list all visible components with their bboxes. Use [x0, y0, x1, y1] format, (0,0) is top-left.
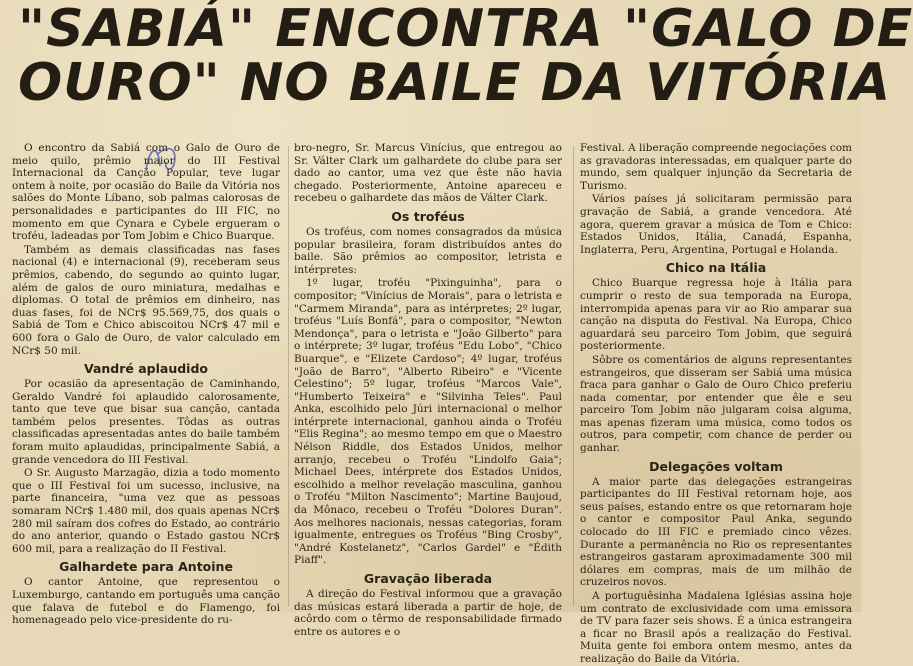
paragraph: Chico Buarque regressa hoje à Itália para cumprir o resto de sua temporada na Europa, interrompida apenas para vir ao Rio amparar sua canção na disputa do Festival. Na Europa, Chico aguardará seu parceiro Tom Jobim, que seguirá posteriormente. — [580, 277, 852, 353]
column-1 — [12, 142, 280, 627]
column-2 — [294, 142, 562, 638]
subheading-chico-italia: Chico na Itália — [665, 260, 767, 276]
paragraph: A maior parte das delegações estrangeiras participantes do III Festival retornam hoje, aos seus países, estando entre os que retornaram hoje o cantor e compositor Paul Anka, segundo colocado do III FIC e premiado cinco vêzes. Durante a permanência no Rio os representantes estrangeiros gastaram aproximadamente 300 mil dólares em compras, mais de um milhão de cruzeiros novos. — [580, 475, 852, 589]
paragraph: Os troféus, com nomes consagrados da música popular brasileira, foram distribuídos antes do baile. São prêmios ao compositor, letrista e intérpretes: — [294, 225, 562, 276]
headline — [18, 0, 913, 113]
ink-mark-icon — [138, 140, 198, 180]
article-body — [12, 142, 852, 665]
headline-line-1: "SABIÁ" ENCONTRA "GALO DE — [18, 0, 913, 59]
paragraph: Por ocasião da apresentação de Caminhando, Geraldo Vandré foi aplaudido calorosamente, tanto que teve que bisar sua canção, cantada também pelos presentes. Tôdas as outras classificadas apresentadas antes do baile também foram muito aplaudidas, principalmente Sabiá, a grande vencedora do III Festival. — [12, 378, 280, 466]
subheading-galhardete: Galhardete para Antoine — [59, 559, 233, 575]
paragraph: O Sr. Augusto Marzagão, dizia a todo momento que o III Festival foi um sucesso, inclusive, na parte financeira, "uma vez que as pessoas somaram NCr$ 1.480 mil, dos quais apenas NCr$ 280 mil saíram dos cofres do Estado, ao contrário do ano anterior, quando o Estado gastou NCr$ 600 mil, para a realização do II Festival. — [12, 467, 280, 555]
paragraph: O encontro da Sabiá com o Galo de Ouro de meio quilo, prêmio maior do III Festival Internacional da Canção Popular, teve lugar ontem à noite, por ocasião do Baile da Vitória nos salões do Monte Líbano, sob palmas calorosas de personalidades e participantes do III FIC, no momento em que Cynara e Cybele ergueram o troféu, ladeadas por Tom Jobim e Chico Buarque. — [12, 142, 280, 243]
paragraph: O cantor Antoine, que representou o Luxemburgo, cantando em português uma canção que falava de futebol e do Flamengo, foi homenageado pelo vice-presidente do ru- — [12, 576, 280, 627]
paragraph: bro-negro, Sr. Marcus Vinícius, que entregou ao Sr. Válter Clark um galhardete do clube para ser dado ao cantor, uma vez que êste não havia chegado. Posteriormente, Antoine apareceu e recebeu o galhardete das mãos de Válter Clark. — [294, 142, 562, 205]
subheading-trofeus: Os troféus — [391, 208, 465, 224]
paragraph: Também as demais classificadas nas fases nacional (4) e internacional (9), receberam seus prêmios, cabendo, do segundo ao quinto lugar, além de galos de ouro miniatura, medalhas e diplomas. O total de prêmios em dinheiro, nas duas fases, foi de NCr$ 95.569,75, dos quais o Sabiá de Tom e Chico abiscoitou NCr$ 47 mil e 600 fora o Galo de Ouro, de valor calculado em NCr$ 50 mil. — [12, 243, 280, 357]
paragraph: A direção do Festival informou que a gravação das músicas estará liberada a partir de hoje, de acôrdo com o têrmo de responsabilidade firmado entre os autores e o — [294, 588, 562, 638]
paragraph: Sôbre os comentários de alguns representantes estrangeiros, que disseram ser Sabiá uma música fraca para ganhar o Galo de Ouro Chico preferiu nada comentar, por entender que êle e seu parceiro Tom Jobim não julgaram coisa alguma, mas apenas fizeram uma música, como todos os outros, para competir, com chance de perder ou ganhar. — [580, 353, 852, 455]
column-3 — [580, 142, 852, 665]
subheading-delegacoes: Delegações voltam — [649, 458, 783, 474]
headline-line-2: OURO" NO BAILE DA VITÓRIA — [18, 53, 892, 113]
subheading-gravacao: Gravação liberada — [363, 571, 493, 586]
subheading-vandre: Vandré aplaudido — [83, 361, 209, 377]
paragraph: Vários países já solicitaram permissão para gravação de Sabiá, a grande vencedora. Até agora, querem gravar a música de Tom e Chico: Estados Unidos, Itália, Canadá, Espanha, Inglaterra, Peru, Argentina, Portugal e Holanda. — [580, 193, 852, 256]
paragraph: A portuguêsinha Madalena Iglésias assina hoje um contrato de exclusividade com uma emissora de TV para fazer seis shows. É a única estrangeira a ficar no Brasil após a realização do Festival. Muita gente foi embora ontem mesmo, antes da realização do Baile da Vitória. — [580, 590, 852, 665]
paragraph: 1º lugar, troféu "Pixinguinha", para o compositor; "Vinícius de Morais", para o letrista e "Carmem Miranda", para as intérpretes; 2º lugar, troféus "Luís Bonfá", para o compositor, "Newton Mendonça", para o letrista e "João Gilberto" para o intérprete; 3º lugar, troféus "Edu Lobo", "Chico Buarque", e "Elizete Cardoso"; 4º lugar, troféus "João de Barro", "Alberto Ribeiro" e "Vicente Celestino"; 5º lugar, troféus "Marcos Vale", "Humberto Teixeira" e "Silvinha Teles". Paul Anka, escolhido pelo Júri internacional o melhor intérprete internacional, ganhou ainda o Troféu "Elis Regina"; ao mesmo tempo em que o Maestro Nélson Riddle, dos Estados Unidos, melhor arranjo, recebeu o Troféu "Lindolfo Gaia"; Michael Dees, intérprete dos Estados Unidos, escolhido a melhor revelação masculina, ganhou o Troféu "Milton Nascimento"; Martine Baujoud, da Mônaco, recebeu o Troféu "Dolores Duran". Aos melhores nacionais, nessas categorias, foram igualmente, entregues os Troféus "Bing Crosby", "André Kostelanetz", "Carlos Gardel" e "Édith Piaff". — [294, 277, 562, 567]
paragraph: Festival. A liberação compreende negociações com as gravadoras interessadas, em qualquer parte do mundo, sem qualquer injunção da Secretaria de Turismo. — [580, 142, 852, 192]
